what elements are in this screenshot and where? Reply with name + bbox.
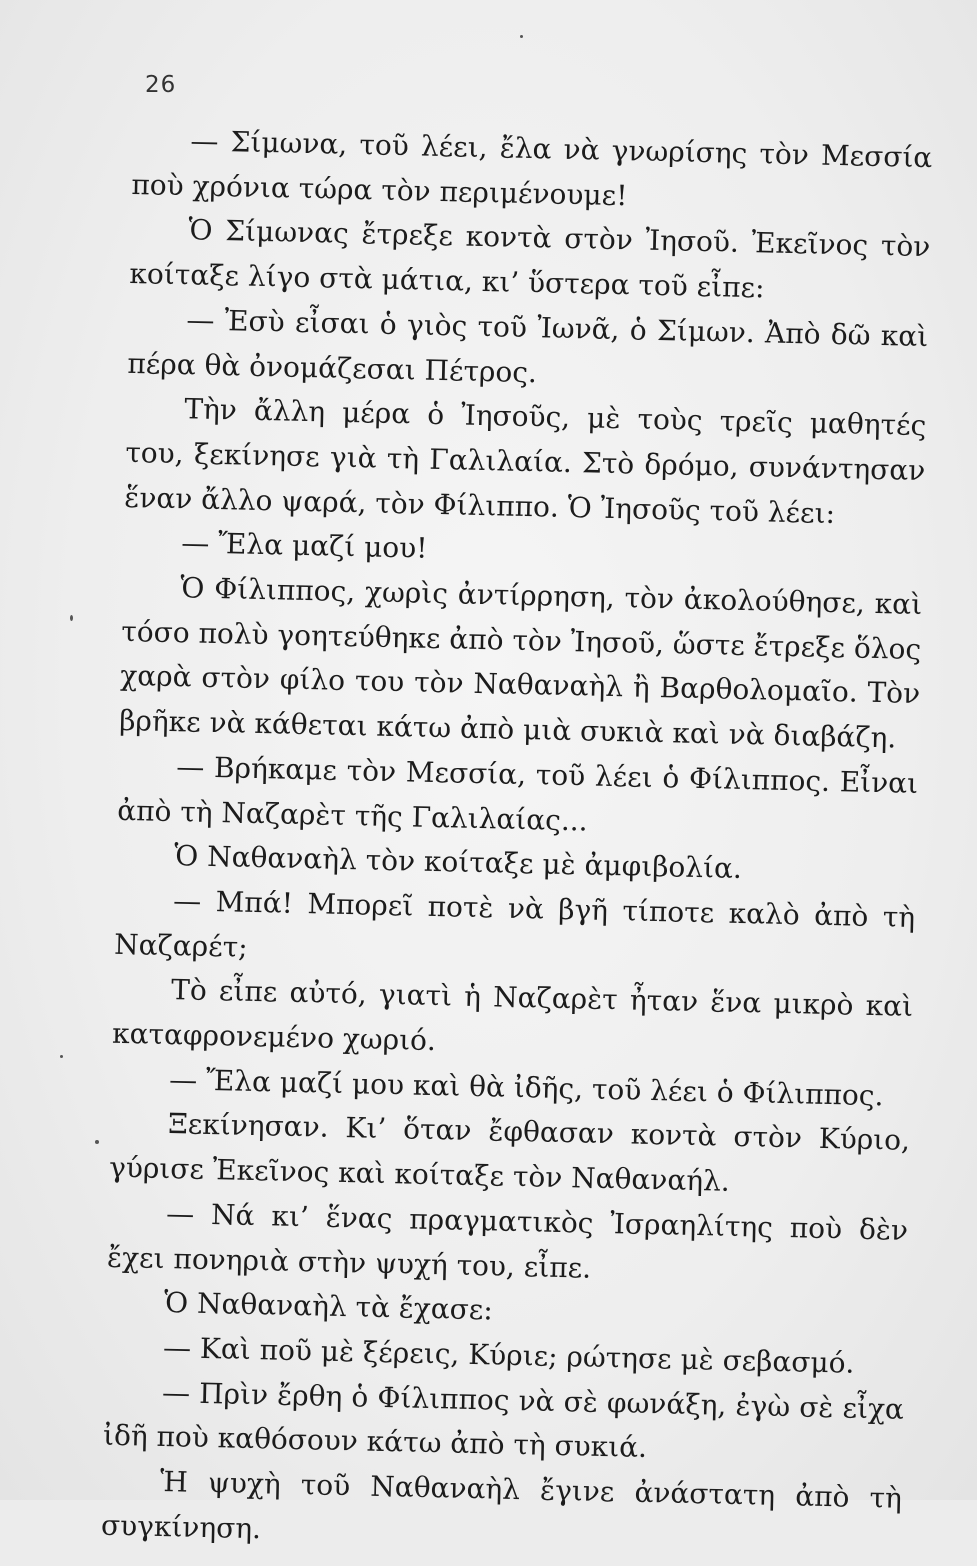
paragraph: — Νά κι’ ἕνας πραγματικὸς Ἰσραηλίτης ποὺ δὲν ἔχει πονηριὰ στὴν ψυχή του, εἶπε. — [106, 1196, 909, 1285]
paragraph: — Ἐσὺ εἶσαι ὁ γιὸς τοῦ Ἰωνᾶ, ὁ Σίμων. Ἀπὸ δῶ καὶ πέρα θὰ ὀνομάζεσαι Πέτρος. — [127, 303, 929, 389]
page-number: 26 — [145, 72, 177, 98]
paragraph: Ὁ Σίμωνας ἔτρεξε κοντὰ στὸν Ἰησοῦ. Ἐκεῖνος τὸν κοίταξε λίγο στὰ μάτια, κι’ ὕστερα τοῦ εἶπε: — [129, 213, 931, 305]
paragraph: Ὁ Ναθαναὴλ τὸν κοίταξε μὲ ἀμφιβολία. — [173, 839, 743, 886]
paragraph: — Καὶ ποῦ μὲ ξέρεις, Κύριε; ρώτησε μὲ σεβασμό. — [162, 1330, 855, 1380]
paragraph: — Μπά! Μπορεῖ ποτὲ νὰ βγῆ τίποτε καλὸ ἀπὸ τὴ Ναζαρέτ; — [113, 884, 916, 964]
paragraph: — Σίμωνα, τοῦ λέει, ἔλα νὰ γνωρίσης τὸν Μεσσία ποὺ χρόνια τώρα τὸν περιμένουμε! — [131, 124, 933, 212]
paper-speck — [95, 1140, 99, 1144]
paragraph: Ἡ ψυχὴ τοῦ Ναθαναὴλ ἔγινε ἀνάστατη ἀπὸ τὴ συγκίνηση. — [100, 1465, 903, 1546]
paragraph: — Ἔλα μαζί μου! — [180, 526, 428, 566]
paragraph: — Βρήκαμε τὸν Μεσσία, τοῦ λέει ὁ Φίλιππος. Εἶναι ἀπὸ τὴ Ναζαρὲτ τῆς Γαλιλαίας... — [116, 749, 919, 838]
paragraph: Ξεκίνησαν. Κι’ ὅταν ἔφθασαν κοντὰ στὸν Κύριο, γύρισε Ἐκεῖνος καὶ κοίταξε τὸν Ναθαναήλ. — [108, 1107, 911, 1198]
paragraph: Τὴν ἄλλη μέρα ὁ Ἰησοῦς, μὲ τοὺς τρεῖς μαθητές του, ξεκίνησε γιὰ τὴ Γαλιλαία. Στὸ δρόμο, συνάντησαν ἕναν ἄλλο ψαρά, τὸν Φίλιππο. Ὁ Ἰησοῦς τοῦ λέει: — [124, 392, 927, 530]
paragraph: — Πρὶν ἔρθη ὁ Φίλιππος νὰ σὲ φωνάξη, ἐγὼ σὲ εἶχα ἰδῆ ποὺ καθόσουν κάτω ἀπὸ τὴ συκιά. — [102, 1375, 905, 1465]
paragraph: Ὁ Φίλιππος, χωρὶς ἀντίρρηση, τὸν ἀκολούθησε, καὶ τόσο πολὺ γοητεύθηκε ἀπὸ τὸν Ἰησοῦ, ὥστε ἔτρεξε ὅλος χαρὰ στὸν φίλο του τὸν Ναθαναὴλ ἢ Βαρθολομαῖο. Τὸν βρῆκε νὰ κάθεται κάτω ἀπὸ μιὰ συκιὰ καὶ νὰ διαβάζη. — [118, 571, 923, 755]
paper-speck — [60, 1055, 63, 1058]
paragraph: Τὸ εἶπε αὐτό, γιατὶ ἡ Ναζαρὲτ ἦταν ἕνα μικρὸ καὶ καταφρονεμένο χωριό. — [111, 973, 914, 1058]
paragraph: — Ἔλα μαζί μου καὶ θὰ ἰδῆς, τοῦ λέει ὁ Φίλιππος. — [168, 1062, 884, 1113]
paragraph: Ὁ Ναθαναὴλ τὰ ἔχασε: — [163, 1286, 494, 1327]
paper-speck — [70, 615, 73, 621]
paper-speck — [520, 35, 523, 38]
body-text — [101, 118, 933, 1566]
